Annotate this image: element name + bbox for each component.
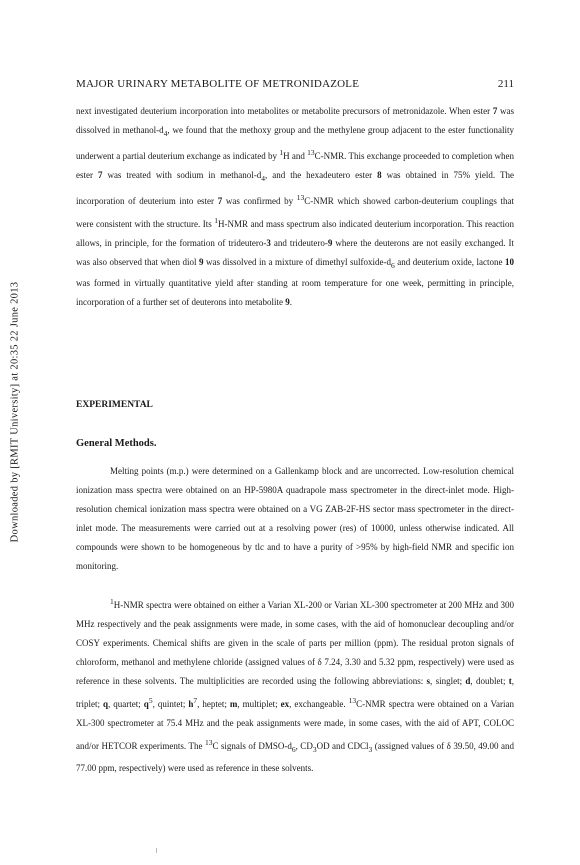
body-paragraph-1 <box>76 102 514 312</box>
paragraph-text: next investigated deuterium incorporation into metabolites or metabolite precursors of metronidazole. When ester 7 was dissolved in methanol-$d_4$, we found that the methoxy group and the methylene group adjacent to the ester functionality underwent a partial deuterium exchange as indicated by $^1$H and $^{13}$C-NMR. This exchange proceeded to completion when ester 7 was treated with sodium in methanol-$d_4$, and the hexadeutero ester 8 was obtained in 75% yield. The incorporation of deuterium into ester 7 was confirmed by $^{13}$C-NMR which showed carbon-deuterium couplings that were consistent with the structure. Its $^1$H-NMR and mass spectrum also indicated deuterium incorporation. This reaction allows, in principle, for the formation of trideutero-3 and trideutero-9 where the deuterons are not easily exchanged. It was also observed that when diol 9 was dissolved in a mixture of dimethyl sulfoxide-$d_6$ and deuterium oxide, lactone 10 was formed in virtually quantitative yield after standing at room temperature for one week, permitting in principle, incorporation of a further set of deuterons into metabolite 9. <box>76 106 515 308</box>
body-paragraph-3 <box>76 592 514 778</box>
scan-mark <box>156 848 157 853</box>
section-heading-experimental: EXPERIMENTAL <box>76 400 153 410</box>
running-header <box>76 78 514 92</box>
paragraph-text: Melting points (m.p.) were determined on a Gallenkamp block and are uncorrected. Low-resolution chemical ionization mass spectra were obtained on an HP-5980A quadrapole mass spectrometer in the direct-inlet mode. High-resolution chemical ionization mass spectra were obtained on a VG ZAB-2F-HS sector mass spectrometer in the direct-inlet mode. The measurements were carried out at a resolving power (res) of 10000, unless otherwise indicated. All compounds were shown to be homogeneous by tlc and to have a purity of >95% by high-field NMR and specific ion monitoring. <box>76 466 514 571</box>
body-paragraph-2 <box>76 462 514 576</box>
watermark-text: Downloaded by [RMIT University] at 20:35 22 June 2013 <box>9 281 21 543</box>
subsection-heading-general-methods: General Methods. <box>76 438 157 449</box>
page-number: 211 <box>497 78 514 90</box>
download-watermark <box>8 232 22 592</box>
running-title: MAJOR URINARY METABOLITE OF METRONIDAZOLE <box>76 78 360 90</box>
paragraph-text: $^1$H-NMR spectra were obtained on either a Varian XL-200 or Varian XL-300 spectrometer at 200 MHz and 300 MHz respectively and the peak assignments were made, in some cases, with the aid of homonuclear decoupling and/or COSY experiments. Chemical shifts are given in the scale of parts per million (ppm). The residual proton signals of chloroform, methanol and methylene chloride (assigned values of δ 7.24, 3.30 and 5.32 ppm, respectively) were used as reference in these solvents. The multiplicities are recorded using the following abbreviations: s, singlet; d, doublet; t, triplet; q, quartet; $q^5$, quintet; $h^7$, heptet; m, multiplet; ex, exchangeable. $^{13}$C-NMR spectra were obtained on a Varian XL-300 spectrometer at 75.4 MHz and the peak assignments were made, in some cases, with the aid of APT, COLOC and/or HETCOR experiments. The $^{13}$C signals of DMSO-$d_6$, $CD_3OD$ and CDCl$_3$ (assigned values of δ 39.50, 49.00 and 77.00 ppm, respectively) were used as reference in these solvents. <box>76 597 515 773</box>
